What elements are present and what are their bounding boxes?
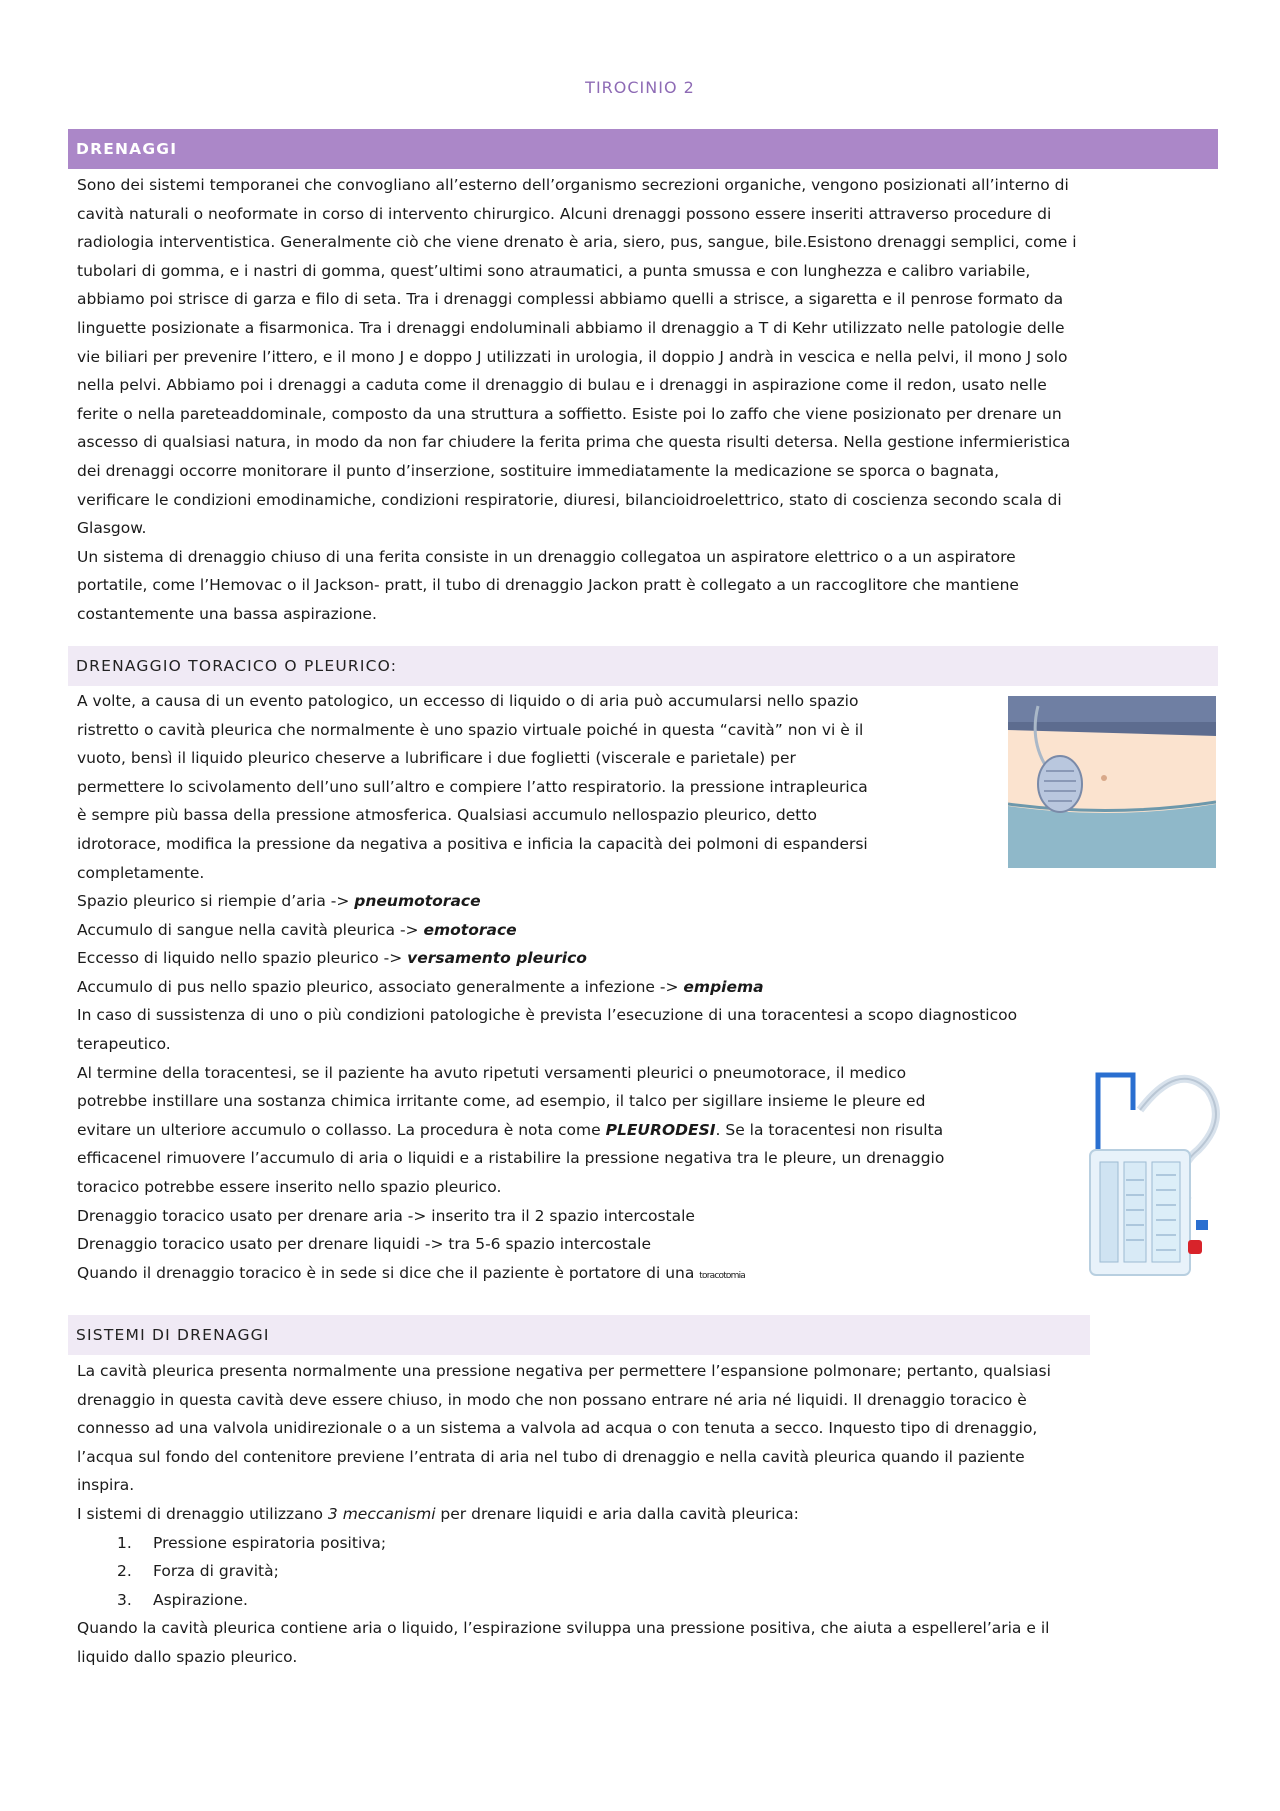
- abdomen-drain-illustration-icon: [1008, 696, 1216, 868]
- text-line: A volte, a causa di un evento patologico, un eccesso di liquido o di aria può accumularsi nello spazio: [77, 692, 859, 710]
- text-line: vie biliari per prevenire l’ittero, e il mono J e doppo J utilizzati in urologia, il doppio J andrà in vescica e nella pelvi, il mono J solo: [77, 347, 1068, 366]
- text-line: cavità naturali o neoformate in corso di intervento chirurgico. Alcuni drenaggi possono essere inseriti attraverso procedure di: [77, 204, 1052, 223]
- term-toracotomia: toracotomia: [699, 1270, 746, 1281]
- text-line: In caso di sussistenza di uno o più condizioni patologiche è prevista l’esecuzione di una toracentesi a scopo diagnosticoo: [77, 1006, 1018, 1025]
- term-3-meccanismi: 3 meccanismi: [327, 1504, 436, 1523]
- text-line: completamente.: [77, 863, 205, 882]
- term-emotorace: emotorace: [423, 920, 517, 939]
- condition-item: Accumulo di pus nello spazio pleurico, associato generalmente a infezione -> empiema: [77, 977, 764, 996]
- condition-item: Eccesso di liquido nello spazio pleurico -> versamento pleurico: [77, 949, 587, 968]
- section-body-toracico-intro: [77, 687, 997, 887]
- mechanism-list: [77, 1529, 1227, 1615]
- text-line: Drenaggio toracico usato per drenare liquidi -> tra 5-6 spazio intercostale: [77, 1235, 652, 1254]
- condition-list: [77, 887, 1227, 1290]
- text-line: ascesso di qualsiasi natura, in modo da non far chiudere la ferita prima che questa risulti detersa. Nella gestione infermieristica: [77, 433, 1071, 452]
- text-line: ristretto o cavità pleurica che normalmente è uno spazio virtuale poiché in questa “cavità” non vi è il: [77, 720, 864, 739]
- text-line: Quando la cavità pleurica contiene aria o liquido, l’espirazione sviluppa una pressione positiva, che aiuta a espellerel’aria e il: [77, 1619, 1050, 1638]
- text-line: portatile, come l’Hemovac o il Jackson- pratt, il tubo di drenaggio Jackon pratt è collegato a un raccoglitore che mantiene: [77, 576, 1019, 595]
- text-line: liquido dallo spazio pleurico.: [77, 1647, 298, 1666]
- text-line: evitare un ulteriore accumulo o collasso. La procedura è nota come PLEURODESI. Se la toracentesi non risulta: [77, 1120, 944, 1139]
- text-line: connesso ad una valvola unidirezionale o a un sistema a valvola ad acqua o con tenuta a secco. Inquesto tipo di drenaggio,: [77, 1419, 1038, 1438]
- text-line: idrotorace, modifica la pressione da negativa a positiva e inficia la capacità dei polmoni di espandersi: [77, 834, 868, 853]
- text-line: dei drenaggi occorre monitorare il punto d’inserzione, sostituire immediatamente la medicazione se sporca o bagnata,: [77, 461, 1000, 480]
- condition-item: Spazio pleurico si riempie d’aria -> pneumotorace: [77, 892, 481, 910]
- text-line: terapeutico.: [77, 1034, 171, 1053]
- text-line: Al termine della toracentesi, se il paziente ha avuto ripetuti versamenti pleurici o pneumotorace, il medico: [77, 1063, 907, 1082]
- text-line: toracico potrebbe essere inserito nello spazio pleurico.: [77, 1177, 502, 1196]
- text-line: permettere lo scivolamento dell’uno sull’altro e compiere l’atto respiratorio. la pressione intrapleurica: [77, 777, 868, 796]
- text-line: efficacenel rimuovere l’accumulo di aria o liquidi e a ristabilire la pressione negativa tra le pleure, un drenaggio: [77, 1149, 945, 1168]
- term-pleurodesi: PLEURODESI: [605, 1120, 716, 1139]
- term-pneumotorace: pneumotorace: [354, 892, 481, 910]
- text-line: costantemente una bassa aspirazione.: [77, 604, 377, 623]
- text-line: Quando il drenaggio toracico è in sede si dice che il paziente è portatore di una toracotomia: [77, 1263, 746, 1282]
- chest-drainage-unit-illustration-icon: [1078, 1050, 1238, 1280]
- text-line: Drenaggio toracico usato per drenare aria -> inserito tra il 2 spazio intercostale: [77, 1206, 695, 1225]
- condition-item: Accumulo di sangue nella cavità pleurica -> emotorace: [77, 920, 517, 939]
- text-line: abbiamo poi strisce di garza e filo di seta. Tra i drenaggi complessi abbiamo quelli a strisce, a sigaretta e il penrose formato da: [77, 290, 1064, 309]
- section-heading-drenaggi: DRENAGGI: [68, 129, 1218, 169]
- section-heading-drenaggio-toracico: DRENAGGIO TORACICO O PLEURICO:: [68, 646, 1218, 686]
- text-line: Glasgow.: [77, 519, 147, 538]
- text-line: l’acqua sul fondo del contenitore previene l’entrata di aria nel tubo di drenaggio e nella cavità pleurica quando il paziente: [77, 1447, 1025, 1466]
- text-line: linguette posizionate a fisarmonica. Tra i drenaggi endoluminali abbiamo il drenaggio a T di Kehr utilizzato nelle patologie delle: [77, 318, 1065, 337]
- section-heading-sistemi-di-drenaggi: SISTEMI DI DRENAGGI: [68, 1315, 1090, 1355]
- text-line: nella pelvi. Abbiamo poi i drenaggi a caduta come il drenaggio di bulau e i drenaggi in aspirazione come il redon, usato nelle: [77, 376, 1047, 395]
- text-line: La cavità pleurica presenta normalmente una pressione negativa per permettere l’espansione polmonare; pertanto, qualsiasi: [77, 1362, 1051, 1380]
- list-item: 2. Forza di gravità;: [117, 1562, 279, 1581]
- term-versamento-pleurico: versamento pleurico: [407, 949, 587, 968]
- text-line: Un sistema di drenaggio chiuso di una ferita consiste in un drenaggio collegatoa un aspiratore elettrico o a un aspiratore: [77, 547, 1016, 566]
- text-line: radiologia interventistica. Generalmente ciò che viene drenato è aria, siero, pus, sangue, bile.Esistono drenaggi semplici, come i: [77, 233, 1077, 252]
- section-body-drenaggi: [77, 171, 1227, 629]
- text-line: I sistemi di drenaggio utilizzano 3 meccanismi per drenare liquidi e aria dalla cavità pleurica:: [77, 1504, 799, 1523]
- list-item: 3. Aspirazione.: [117, 1590, 248, 1609]
- text-line: vuoto, bensì il liquido pleurico cheserve a lubrificare i due foglietti (viscerale e parietale) per: [77, 749, 796, 768]
- text-line: verificare le condizioni emodinamiche, condizioni respiratorie, diuresi, bilancioidroelettrico, stato di coscienza secondo scala di: [77, 490, 1062, 509]
- term-empiema: empiema: [683, 977, 764, 996]
- page-header-title: TIROCINIO 2: [585, 78, 695, 97]
- section-body-sistemi: [77, 1357, 1227, 1672]
- text-line: potrebbe instillare una sostanza chimica irritante come, ad esempio, il talco per sigillare insieme le pleure ed: [77, 1092, 926, 1111]
- text-line: Sono dei sistemi temporanei che convogliano all’esterno dell’organismo secrezioni organiche, vengono posizionati all’interno di: [77, 176, 1069, 194]
- text-line: inspira.: [77, 1476, 135, 1495]
- text-line: drenaggio in questa cavità deve essere chiuso, in modo che non possano entrare né aria né liquidi. Il drenaggio toracico è: [77, 1390, 1027, 1409]
- list-item: 1. Pressione espiratoria positiva;: [117, 1533, 387, 1552]
- text-line: è sempre più bassa della pressione atmosferica. Qualsiasi accumulo nellospazio pleurico, detto: [77, 806, 817, 825]
- text-line: ferite o nella pareteaddominale, composto da una struttura a soffietto. Esiste poi lo zaffo che viene posizionato per drenare un: [77, 404, 1062, 423]
- text-line: tubolari di gomma, e i nastri di gomma, quest’ultimi sono atraumatici, a punta smussa e con lunghezza e calibro variabile,: [77, 261, 1031, 280]
